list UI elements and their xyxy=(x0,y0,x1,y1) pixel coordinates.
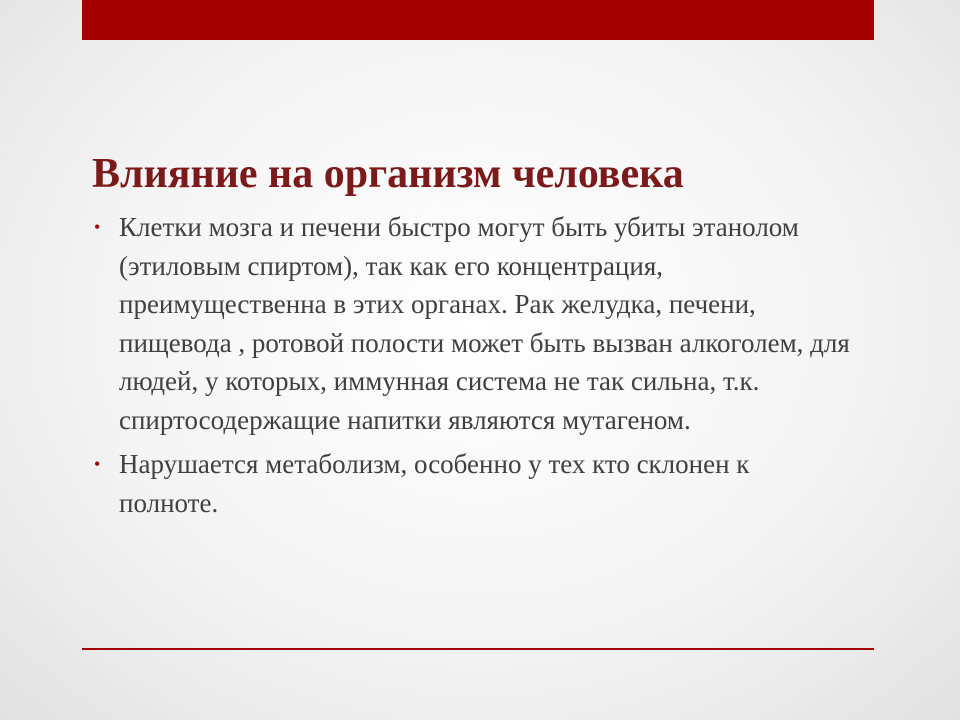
bullet-text: Клетки мозга и печени быстро могут быть убиты этанолом (этиловым спиртом), так как его концентрация, преимущественна в этих органах. Рак желудка, печени, пищевода , ротовой полости может быть вызван алкоголем, для людей, у которых, иммунная система не так сильна, т.к. спиртосодержащие напитки являются мутагеном. xyxy=(119,212,850,435)
bullet-item xyxy=(92,208,852,439)
bullet-text: Нарушается метаболизм, особенно у тех кто склонен к полноте. xyxy=(119,449,750,518)
slide-title: Влияние на организм человека xyxy=(92,151,684,197)
bullet-dot-icon: • xyxy=(94,454,101,474)
bullet-dot-icon: • xyxy=(94,217,101,237)
bullet-list xyxy=(92,208,852,528)
bottom-divider-line xyxy=(82,648,874,650)
top-accent-bar xyxy=(82,0,874,40)
bullet-item xyxy=(92,445,852,522)
